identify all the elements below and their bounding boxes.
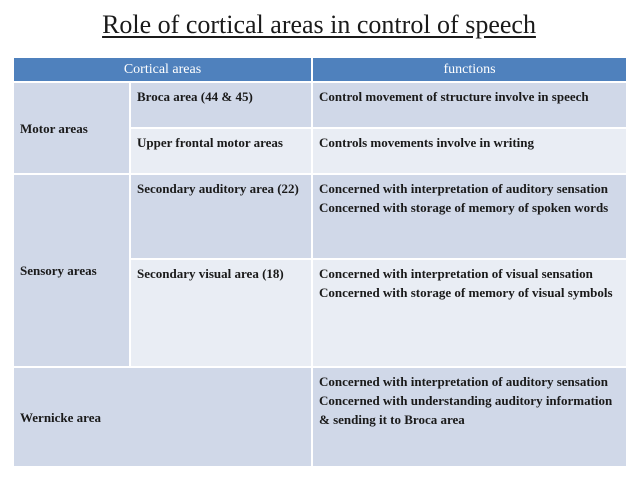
wernicke-function-cell <box>312 367 627 467</box>
secondary-visual-cell: Secondary visual area (18) <box>130 259 312 367</box>
broca-function-cell <box>312 82 627 128</box>
table-row <box>13 367 627 467</box>
cortical-areas-table <box>12 56 628 468</box>
upper-frontal-motor-cell: Upper frontal motor areas <box>130 128 312 174</box>
function-line: Concerned with storage of memory of visual symbols <box>319 285 613 300</box>
secondary-auditory-function-cell <box>312 174 627 259</box>
header-cortical-areas: Cortical areas <box>13 57 312 82</box>
secondary-auditory-cell: Secondary auditory area (22) <box>130 174 312 259</box>
function-line: Control movement of structure involve in speech <box>319 89 589 104</box>
upper-frontal-function-cell <box>312 128 627 174</box>
function-line: Concerned with interpretation of auditory sensation <box>319 374 609 389</box>
sensory-areas-label: Sensory areas <box>13 174 130 367</box>
secondary-visual-function-cell <box>312 259 627 367</box>
header-functions: functions <box>312 57 627 82</box>
motor-areas-label: Motor areas <box>13 82 130 174</box>
function-line: Concerned with storage of memory of spoken words <box>319 200 609 215</box>
page-title: Role of cortical areas in control of speech <box>102 10 536 39</box>
broca-area-cell: Broca area (44 & 45) <box>130 82 312 128</box>
function-line: Concerned with interpretation of auditory sensation <box>319 181 609 196</box>
function-line: Concerned with interpretation of visual sensation <box>319 266 593 281</box>
table-row <box>13 174 627 259</box>
wernicke-area-label: Wernicke area <box>13 367 312 467</box>
header-row <box>13 57 627 82</box>
function-line: Controls movements involve in writing <box>319 135 534 150</box>
table-row <box>13 82 627 128</box>
function-line: Concerned with understanding auditory information & sending it to Broca area <box>319 393 613 427</box>
